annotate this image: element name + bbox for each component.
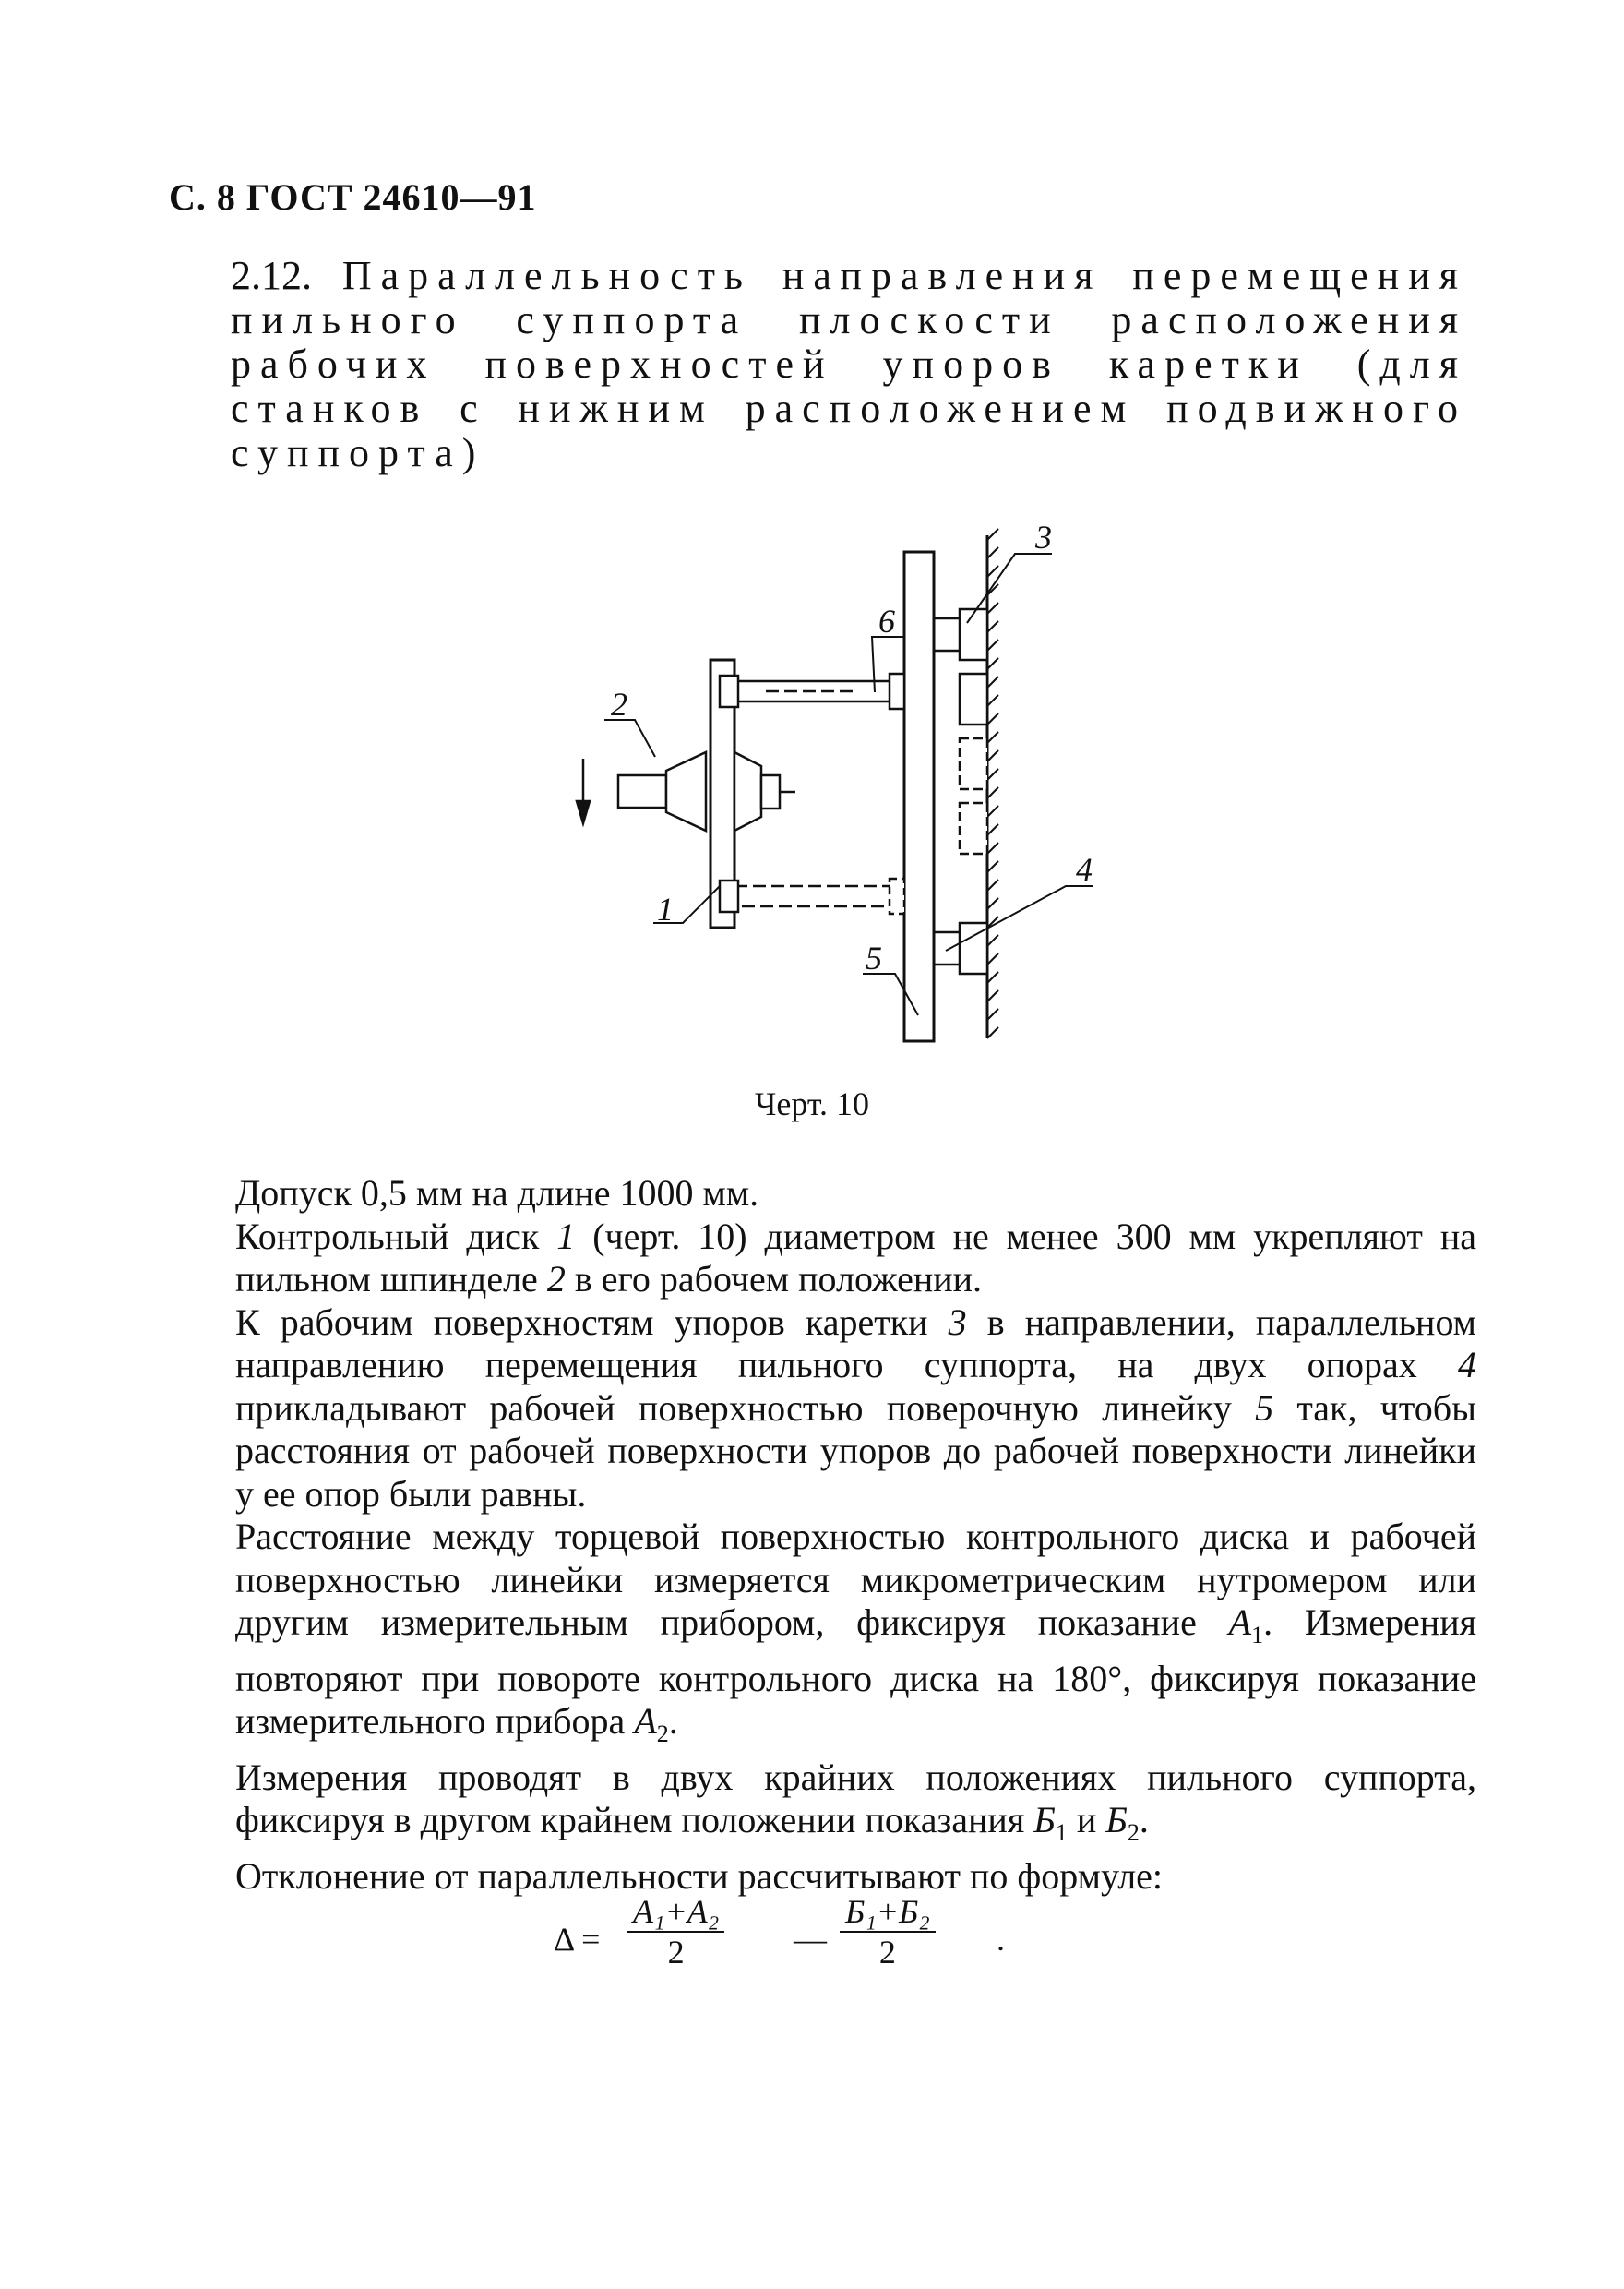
label-4: 4	[1076, 851, 1093, 888]
formula-lhs: Δ =	[554, 1921, 601, 1958]
formula-fraction-b	[840, 1892, 936, 1971]
label-5: 5	[866, 940, 882, 977]
formula-numerator-a: A₁+A₂	[627, 1892, 724, 1933]
figure-caption: Черт. 10	[755, 1085, 869, 1122]
motion-arrow	[577, 759, 590, 823]
deviation-formula	[554, 1883, 1107, 1984]
figure-labels	[611, 519, 1093, 977]
lower-rod	[720, 879, 904, 914]
body-text	[235, 1172, 1476, 1898]
label-3: 3	[1035, 519, 1052, 556]
page-header: С. 8 ГОСТ 24610—91	[169, 176, 537, 218]
carriage-stops	[960, 609, 987, 974]
label-2: 2	[611, 686, 627, 723]
formula-numerator-b: Б₁+Б₂	[840, 1892, 936, 1933]
section-title	[231, 254, 1467, 475]
paragraph-disc: Контрольный диск 1 (черт. 10) диаметром не менее 300 мм укрепляют на пильном шпинделе 2 в его рабочем положении.	[235, 1215, 1476, 1300]
paragraph-measurement: Расстояние между торцевой поверхностью контрольного диска и рабочей поверхностью линейки измеряется микрометрическим нутромером или другим измерительным прибором, фиксируя показание $A_1$. Измерения повторяют при повороте контрольного диска на 180°, фиксируя показание измерительного прибора $A_2$.	[235, 1516, 1476, 1747]
section-title-text: Параллельность направления перемещения пильного суппорта плоскости расположения рабочих поверхностей упоров каретки (для станков с нижним расположением подвижного суппорта)	[231, 253, 1467, 475]
wall-hatching	[987, 529, 998, 1038]
paragraph-formula-intro: Отклонение от параллельности рассчитывают по формуле:	[235, 1854, 1164, 1897]
supports	[934, 618, 960, 965]
paragraph-positions: Измерения проводят в двух крайних положениях пильного суппорта, фиксируя в другом крайнем положении показания $Б_1$ и $Б_2$.	[235, 1756, 1476, 1846]
formula-fraction-a	[627, 1892, 724, 1971]
label-1: 1	[657, 891, 674, 928]
formula-denominator-b: 2	[878, 1934, 896, 1971]
paragraph-straightedge: К рабочим поверхностям упоров каретки 3 в направлении, параллельном направлению перемещения пильного суппорта, на двух опорах 4 прикладывают рабочей поверхностью поверочную линейку 5 так, чтобы расстояния от рабочей поверхности упоров до рабочей поверхности линейки у ее опор были равны.	[235, 1300, 1477, 1515]
formula-minus: —	[794, 1921, 827, 1958]
straightedge	[904, 552, 934, 1041]
formula-denominator-a: 2	[667, 1934, 685, 1971]
section-number: 2.12.	[231, 253, 312, 298]
drawing-figure-10	[554, 517, 1126, 1071]
saw-spindle	[618, 752, 795, 831]
formula-end: .	[997, 1921, 1005, 1958]
paragraph-tolerance: Допуск 0,5 мм на длине 1000 мм.	[235, 1172, 759, 1214]
label-6: 6	[878, 603, 895, 640]
upper-rod	[720, 674, 904, 709]
